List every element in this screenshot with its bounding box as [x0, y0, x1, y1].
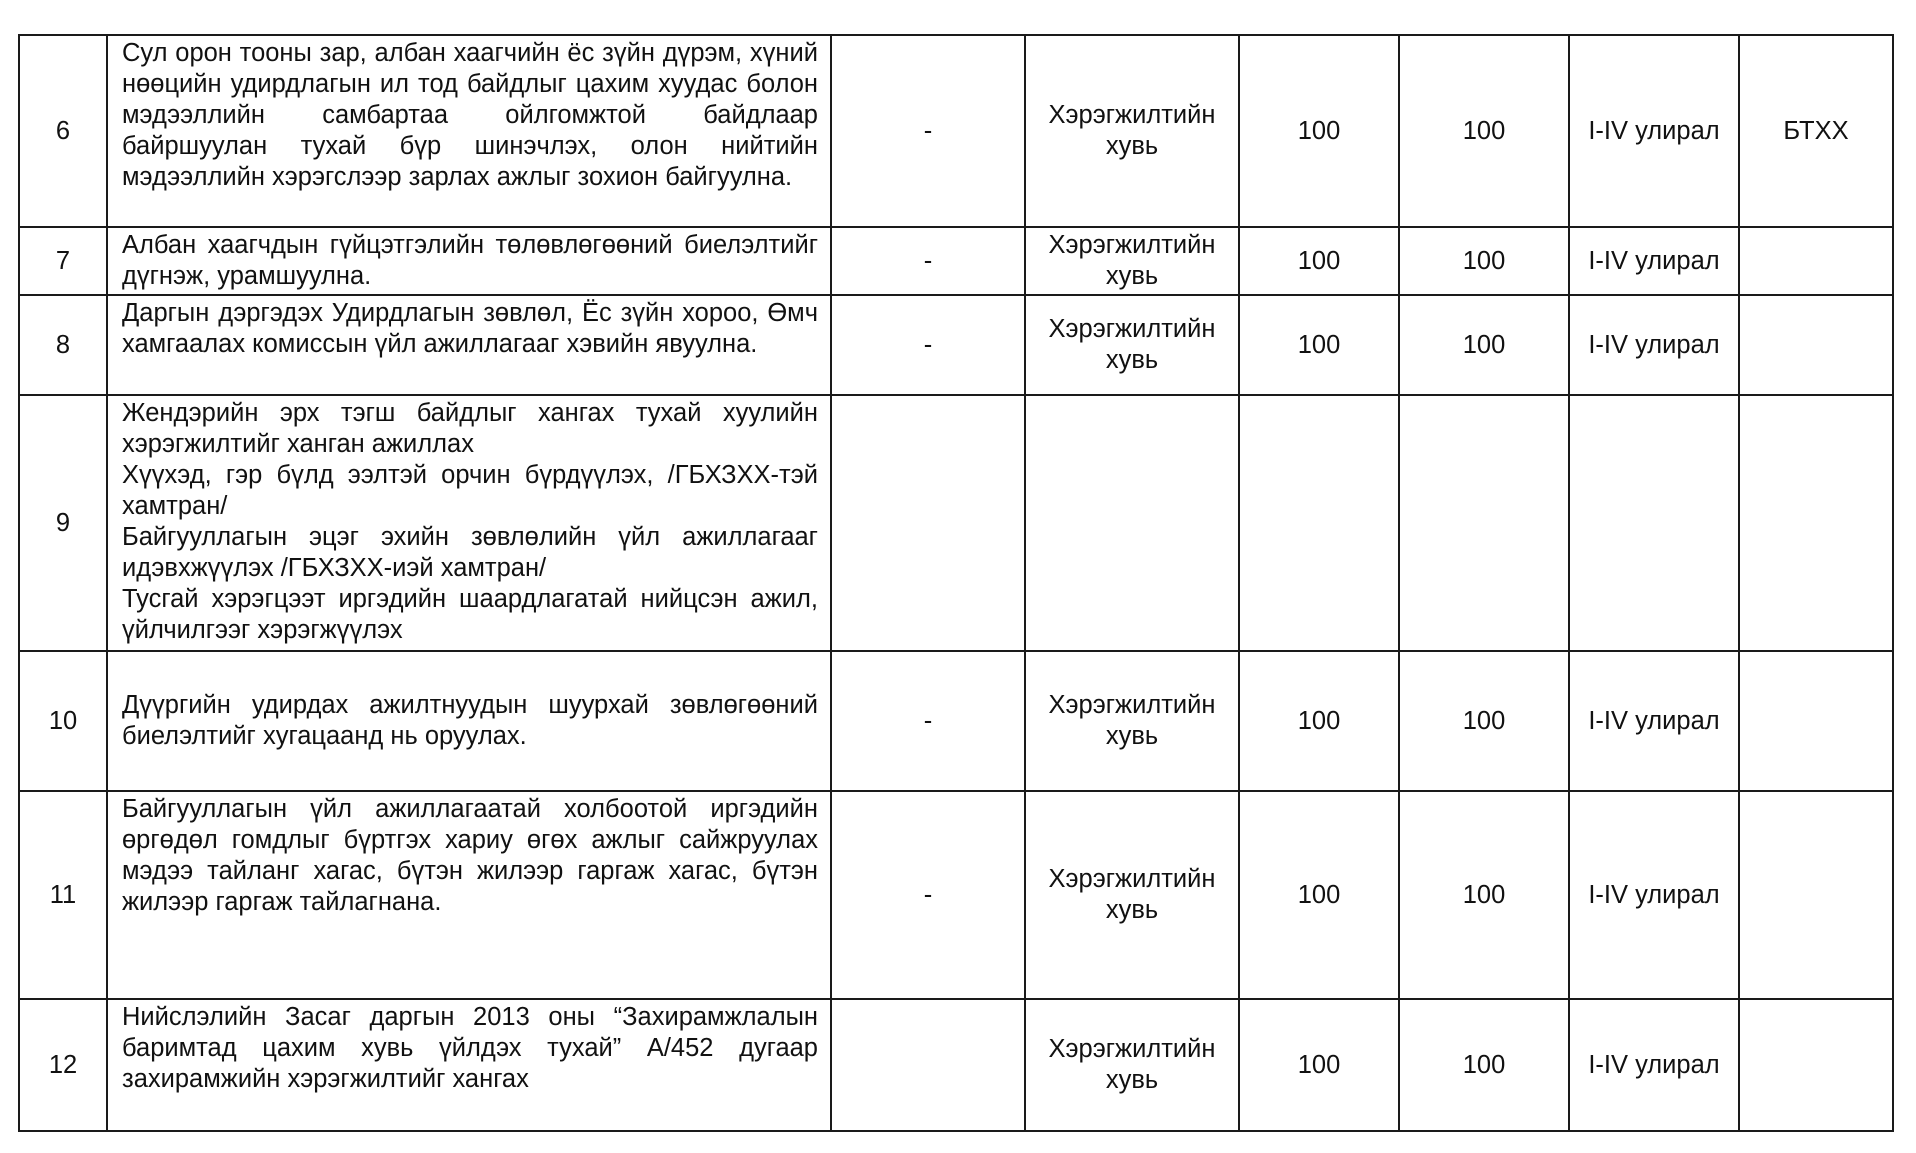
target-cell-1: 100: [1239, 295, 1399, 395]
indicator-cell: Хэрэгжилтийн хувь: [1025, 227, 1239, 295]
responsible-cell: [1739, 295, 1893, 395]
target-cell-1: 100: [1239, 227, 1399, 295]
table-row: [19, 651, 1893, 791]
indicator-cell: Хэрэгжилтийн хувь: [1025, 999, 1239, 1131]
description-line: Даргын дэргэдэх Удирдлагын зөвлөл, Ёс зүйн хороо, Өмч хамгаалах комиссын үйл ажиллагааг хэвийн явуулна.: [122, 299, 818, 358]
target-cell-1: 100: [1239, 999, 1399, 1131]
indicator-cell: Хэрэгжилтийн хувь: [1025, 791, 1239, 999]
description-line: Сул орон тооны зар, албан хаагчийн ёс зүйн дүрэм, хүний нөөцийн удирдлагын ил тод байдлыг цахим хуудас болон мэдээллийн самбартаа ойлгомжтой байдлаар байршуулан тухай бүр шинэчлэх, олон нийтийн мэдээллийн хэрэгслээр зарлах ажлыг зохион байгуулна.: [122, 39, 818, 191]
description-cell: [107, 651, 831, 791]
period-cell: I-IV улирал: [1569, 791, 1739, 999]
table-row: [19, 999, 1893, 1131]
responsible-cell: [1739, 651, 1893, 791]
indicator-cell: Хэрэгжилтийн хувь: [1025, 35, 1239, 227]
period-cell: I-IV улирал: [1569, 35, 1739, 227]
row-number-cell: 8: [19, 295, 107, 395]
description-line: Нийслэлийн Засаг даргын 2013 оны “Захирамжлалын баримтад цахим хувь үйлдэх тухай” А/452 дугаар захирамжийн хэрэгжилтийг хангах: [122, 1003, 818, 1093]
target-cell-1: 100: [1239, 651, 1399, 791]
target-cell-2: 100: [1399, 227, 1569, 295]
baseline-cell: -: [831, 791, 1025, 999]
responsible-cell: [1739, 791, 1893, 999]
table-body: [19, 35, 1893, 1131]
target-cell-1: 100: [1239, 791, 1399, 999]
baseline-cell: -: [831, 651, 1025, 791]
row-number-cell: 11: [19, 791, 107, 999]
description-line: Жендэрийн эрх тэгш байдлыг хангах тухай хуулийн хэрэгжилтийг ханган ажиллах: [122, 399, 818, 458]
table-row: [19, 227, 1893, 295]
target-cell-2: [1399, 395, 1569, 651]
responsible-cell: [1739, 999, 1893, 1131]
description-cell: [107, 395, 831, 651]
action-plan-table: [18, 34, 1894, 1132]
description-line: Дүүргийн удирдах ажилтнуудын шуурхай зөвлөгөөний биелэлтийг хугацаанд нь оруулах.: [122, 691, 818, 750]
period-cell: [1569, 395, 1739, 651]
indicator-cell: Хэрэгжилтийн хувь: [1025, 295, 1239, 395]
period-cell: I-IV улирал: [1569, 651, 1739, 791]
target-cell-2: 100: [1399, 295, 1569, 395]
baseline-cell: [831, 999, 1025, 1131]
row-number-cell: 6: [19, 35, 107, 227]
table-row: [19, 791, 1893, 999]
row-number-cell: 7: [19, 227, 107, 295]
period-cell: I-IV улирал: [1569, 999, 1739, 1131]
description-cell: [107, 295, 831, 395]
baseline-cell: [831, 395, 1025, 651]
row-number-cell: 10: [19, 651, 107, 791]
indicator-cell: [1025, 395, 1239, 651]
period-cell: I-IV улирал: [1569, 227, 1739, 295]
table-row: [19, 295, 1893, 395]
target-cell-2: 100: [1399, 651, 1569, 791]
responsible-cell: [1739, 395, 1893, 651]
table-row: [19, 35, 1893, 227]
baseline-cell: -: [831, 227, 1025, 295]
description-cell: [107, 999, 831, 1131]
indicator-cell: Хэрэгжилтийн хувь: [1025, 651, 1239, 791]
description-line: Тусгай хэрэгцээт иргэдийн шаардлагатай нийцсэн ажил, үйлчилгээг хэрэгжүүлэх: [122, 585, 818, 644]
row-number-cell: 12: [19, 999, 107, 1131]
responsible-cell: БТХХ: [1739, 35, 1893, 227]
baseline-cell: -: [831, 35, 1025, 227]
target-cell-2: 100: [1399, 999, 1569, 1131]
baseline-cell: -: [831, 295, 1025, 395]
responsible-cell: [1739, 227, 1893, 295]
period-cell: I-IV улирал: [1569, 295, 1739, 395]
description-line: Хүүхэд, гэр бүлд ээлтэй орчин бүрдүүлэх, /ГБХЗХХ-тэй хамтран/: [122, 461, 818, 520]
target-cell-1: 100: [1239, 35, 1399, 227]
description-line: Албан хаагчдын гүйцэтгэлийн төлөвлөгөөний биелэлтийг дүгнэж, урамшуулна.: [122, 231, 818, 290]
description-cell: [107, 35, 831, 227]
table-row: [19, 395, 1893, 651]
target-cell-2: 100: [1399, 791, 1569, 999]
description-line: Байгууллагын эцэг эхийн зөвлөлийн үйл ажиллагааг идэвхжүүлэх /ГБХЗХХ-иэй хамтран/: [122, 523, 818, 582]
target-cell-2: 100: [1399, 35, 1569, 227]
row-number-cell: 9: [19, 395, 107, 651]
description-cell: [107, 227, 831, 295]
description-cell: [107, 791, 831, 999]
target-cell-1: [1239, 395, 1399, 651]
description-line: Байгууллагын үйл ажиллагаатай холбоотой иргэдийн өргөдөл гомдлыг бүртгэх хариу өгөх ажлыг сайжруулах мэдээ тайланг хагас, бүтэн жилээр гаргаж хагас, бүтэн жилээр гаргаж тайлагнана.: [122, 795, 818, 916]
